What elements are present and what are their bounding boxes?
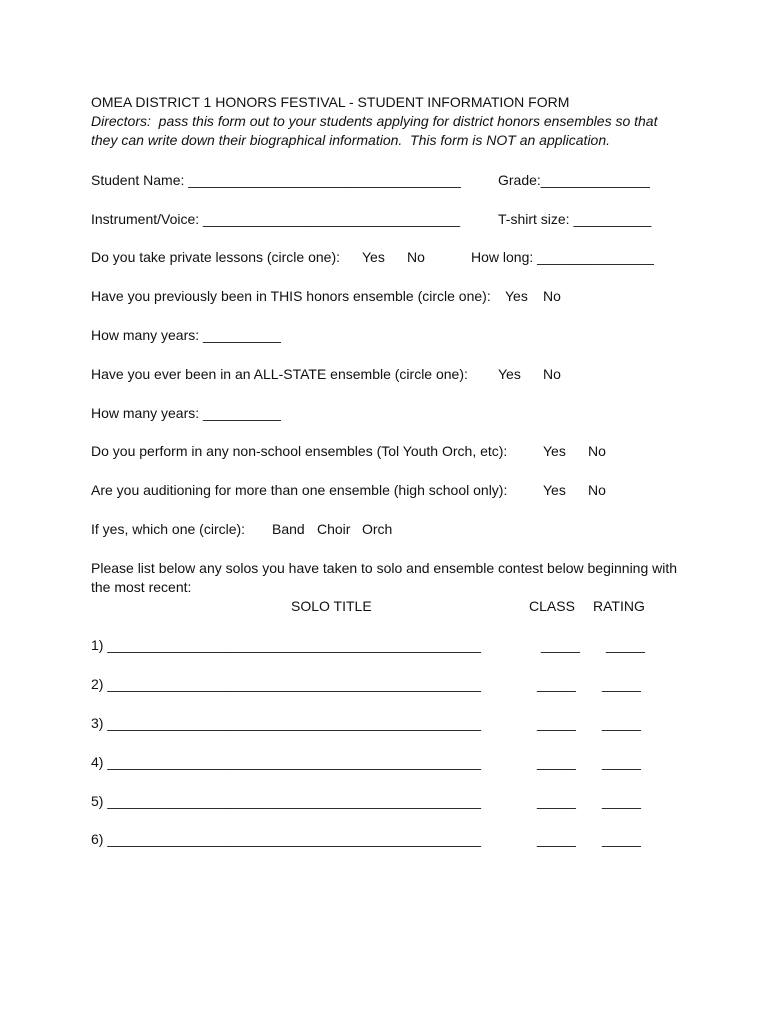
all-state-no-option[interactable]: No xyxy=(543,366,561,382)
how-many-years-all-state-field[interactable]: How many years: __________ xyxy=(91,405,281,421)
solo-class-field[interactable]: _____ xyxy=(537,831,576,847)
orch-option[interactable]: Orch xyxy=(362,521,393,537)
student-name-field[interactable]: Student Name: ___________________________________ xyxy=(91,172,461,188)
how-long-field[interactable]: How long: _______________ xyxy=(471,249,654,265)
tshirt-size-field[interactable]: T-shirt size: __________ xyxy=(498,211,652,227)
solo-title-header: SOLO TITLE xyxy=(291,598,372,614)
solo-rating-field[interactable]: _____ xyxy=(602,831,641,847)
directions-line-1: Directors: pass this form out to your students applying for district honors ensembles so that xyxy=(91,113,658,129)
solos-intro-line-1: Please list below any solos you have taken to solo and ensemble contest below beginning with xyxy=(91,560,678,576)
which-ensemble-question: If yes, which one (circle): xyxy=(91,521,246,537)
solo-rating-field[interactable]: _____ xyxy=(602,676,641,692)
solo-class-field[interactable]: _____ xyxy=(537,676,576,692)
all-state-question: Have you ever been in an ALL-STATE ensemble (circle one): xyxy=(91,366,468,382)
non-school-no-option[interactable]: No xyxy=(588,443,606,459)
non-school-ensembles-question: Do you perform in any non-school ensembles (Tol Youth Orch, etc): xyxy=(91,443,508,459)
solo-class-field[interactable]: _____ xyxy=(537,754,576,770)
grade-field[interactable]: Grade:______________ xyxy=(498,172,650,188)
non-school-yes-option[interactable]: Yes xyxy=(543,443,566,459)
solo-rating-field[interactable]: _____ xyxy=(602,793,641,809)
solo-rating-field[interactable]: _____ xyxy=(602,754,641,770)
rating-header: RATING xyxy=(593,598,645,614)
how-many-years-honors-field[interactable]: How many years: __________ xyxy=(91,327,281,343)
multiple-ensembles-question: Are you auditioning for more than one ensemble (high school only): xyxy=(91,482,508,498)
solo-title-field[interactable]: 4) ________________________________________________ xyxy=(91,754,482,770)
solo-class-field[interactable]: _____ xyxy=(541,637,580,653)
previous-honors-yes-option[interactable]: Yes xyxy=(505,288,528,304)
directions-line-2: they can write down their biographical information. This form is NOT an application. xyxy=(91,132,611,148)
private-lessons-no-option[interactable]: No xyxy=(407,249,425,265)
solo-title-field[interactable]: 2) ________________________________________________ xyxy=(91,676,482,692)
band-option[interactable]: Band xyxy=(272,521,305,537)
solo-rating-field[interactable]: _____ xyxy=(606,637,645,653)
choir-option[interactable]: Choir xyxy=(317,521,351,537)
solos-intro-line-2: the most recent: xyxy=(91,579,192,595)
solo-title-field[interactable]: 3) ________________________________________________ xyxy=(91,715,482,731)
form-title: OMEA DISTRICT 1 HONORS FESTIVAL - STUDENT INFORMATION FORM xyxy=(91,94,570,110)
multiple-ensembles-yes-option[interactable]: Yes xyxy=(543,482,566,498)
solo-class-field[interactable]: _____ xyxy=(537,715,576,731)
solo-rating-field[interactable]: _____ xyxy=(602,715,641,731)
previous-honors-no-option[interactable]: No xyxy=(543,288,561,304)
private-lessons-question: Do you take private lessons (circle one): xyxy=(91,249,340,265)
solo-title-field[interactable]: 5) ________________________________________________ xyxy=(91,793,482,809)
multiple-ensembles-no-option[interactable]: No xyxy=(588,482,606,498)
class-header: CLASS xyxy=(529,598,575,614)
instrument-voice-field[interactable]: Instrument/Voice: _________________________________ xyxy=(91,211,460,227)
private-lessons-yes-option[interactable]: Yes xyxy=(362,249,385,265)
solo-title-field[interactable]: 1) ________________________________________________ xyxy=(91,637,482,653)
all-state-yes-option[interactable]: Yes xyxy=(498,366,521,382)
solo-title-field[interactable]: 6) ________________________________________________ xyxy=(91,831,482,847)
previous-honors-question: Have you previously been in THIS honors ensemble (circle one): xyxy=(91,288,491,304)
solo-class-field[interactable]: _____ xyxy=(537,793,576,809)
